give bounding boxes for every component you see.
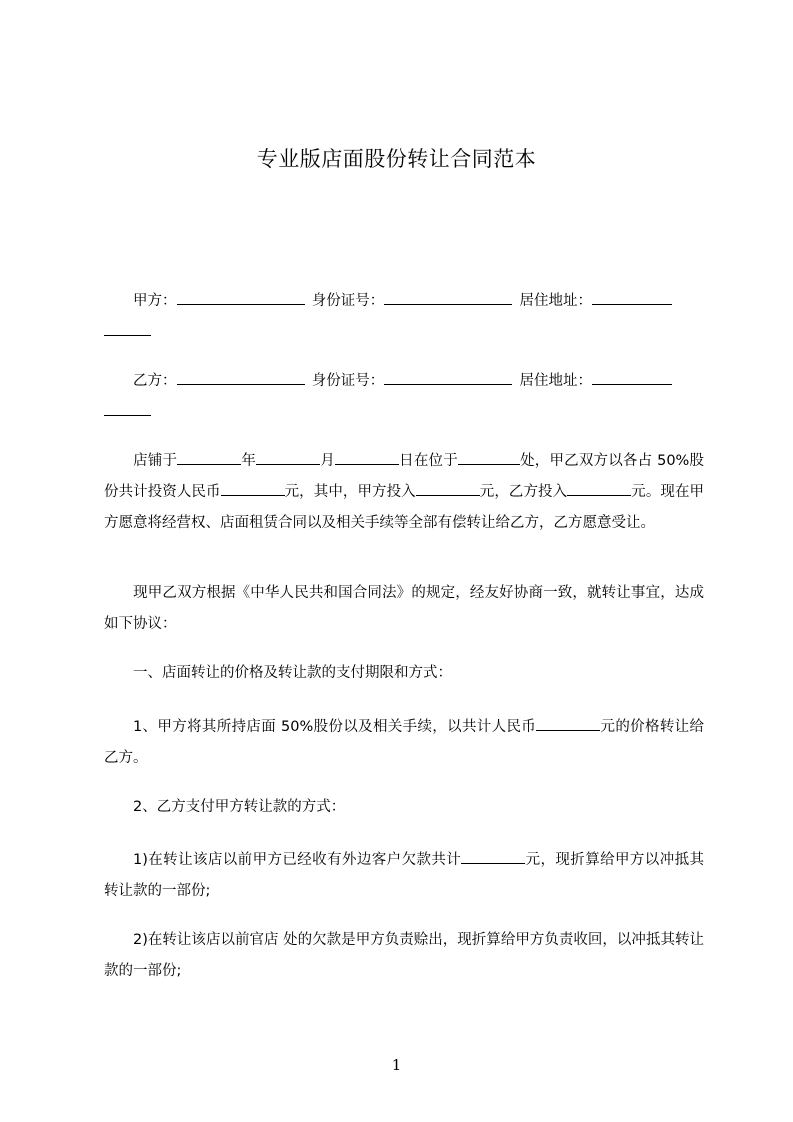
legal-basis-text: 现甲乙双方根据《中华人民共和国合同法》的规定，经友好协商一致，就转让事宜，达成如下协议： bbox=[104, 585, 704, 632]
party-a-id-label: 身份证号： bbox=[311, 293, 385, 309]
document-title: 专业版店面股份转让合同范本 bbox=[256, 147, 537, 171]
store-text-3: 月 bbox=[320, 453, 335, 469]
store-text-7: 元，乙方投入 bbox=[479, 484, 568, 500]
clause-2-1-text-2: 元，现折算给甲方以冲抵其转让款的一部份; bbox=[104, 852, 704, 899]
party-a-name-blank bbox=[177, 287, 305, 305]
clause-2-1-paragraph bbox=[104, 845, 704, 907]
total-investment-blank bbox=[221, 478, 285, 496]
clause-1-paragraph bbox=[104, 712, 704, 774]
clause-1-text-2: 元的价格转让给乙方。 bbox=[104, 719, 705, 766]
store-transfer-paragraph bbox=[104, 446, 704, 539]
party-b-address-blank bbox=[592, 367, 672, 385]
party-a-line bbox=[104, 286, 704, 348]
transfer-price-blank bbox=[536, 713, 600, 731]
party-a-investment-blank bbox=[416, 478, 480, 496]
party-a-label: 甲方： bbox=[133, 293, 177, 309]
party-b-label: 乙方： bbox=[133, 373, 177, 389]
year-blank bbox=[177, 447, 241, 465]
party-b-address-label: 居住地址： bbox=[519, 373, 592, 389]
party-b-id-label: 身份证号： bbox=[311, 373, 385, 389]
store-text-4: 日在位于 bbox=[399, 453, 458, 469]
clause-2-heading bbox=[104, 792, 704, 823]
clause-2-2-text: 2)在转让该店以前官店 处的欠款是甲方负责赊出，现折算给甲方负责收回，以冲抵其转让款的一部份; bbox=[104, 932, 704, 979]
clause-2-2-paragraph bbox=[104, 925, 704, 987]
section-1-heading bbox=[104, 658, 704, 689]
party-b-address-blank-cont bbox=[104, 398, 151, 416]
location-blank bbox=[458, 447, 520, 465]
store-text-2: 年 bbox=[241, 453, 257, 469]
legal-basis-paragraph bbox=[104, 578, 704, 640]
store-text-1: 店铺于 bbox=[133, 453, 178, 469]
party-b-name-blank bbox=[177, 367, 305, 385]
party-b-id-blank bbox=[384, 367, 512, 385]
clause-2-heading-text: 2、乙方支付甲方转让款的方式： bbox=[133, 799, 346, 815]
store-text-8: 元。现在甲方愿意将经营权、店面租赁合同以及相关手续等全部有偿转让给乙方，乙方愿意受让。 bbox=[104, 484, 705, 531]
day-blank bbox=[335, 447, 399, 465]
clause-2-1-text-1: 1)在转让该店以前甲方已经收有外边客户欠款共计 bbox=[133, 852, 462, 868]
party-a-address-label: 居住地址： bbox=[519, 293, 592, 309]
party-b-investment-blank bbox=[567, 478, 631, 496]
party-a-address-blank-cont bbox=[104, 318, 151, 336]
page-number: 1 bbox=[391, 1056, 402, 1074]
party-a-id-blank bbox=[384, 287, 512, 305]
receivables-blank bbox=[461, 846, 525, 864]
clause-1-text-1: 1、甲方将其所持店面 50%股份以及相关手续，以共计人民币 bbox=[133, 719, 537, 735]
store-text-5: 处，甲乙双方以各占 50%股份共计投资人民币 bbox=[104, 453, 705, 500]
party-b-line bbox=[104, 366, 704, 428]
month-blank bbox=[256, 447, 320, 465]
store-text-6: 元，其中，甲方投入 bbox=[284, 484, 416, 500]
section-1-heading-text: 一、店面转让的价格及转让款的支付期限和方式： bbox=[133, 665, 452, 681]
party-a-address-blank bbox=[592, 287, 672, 305]
